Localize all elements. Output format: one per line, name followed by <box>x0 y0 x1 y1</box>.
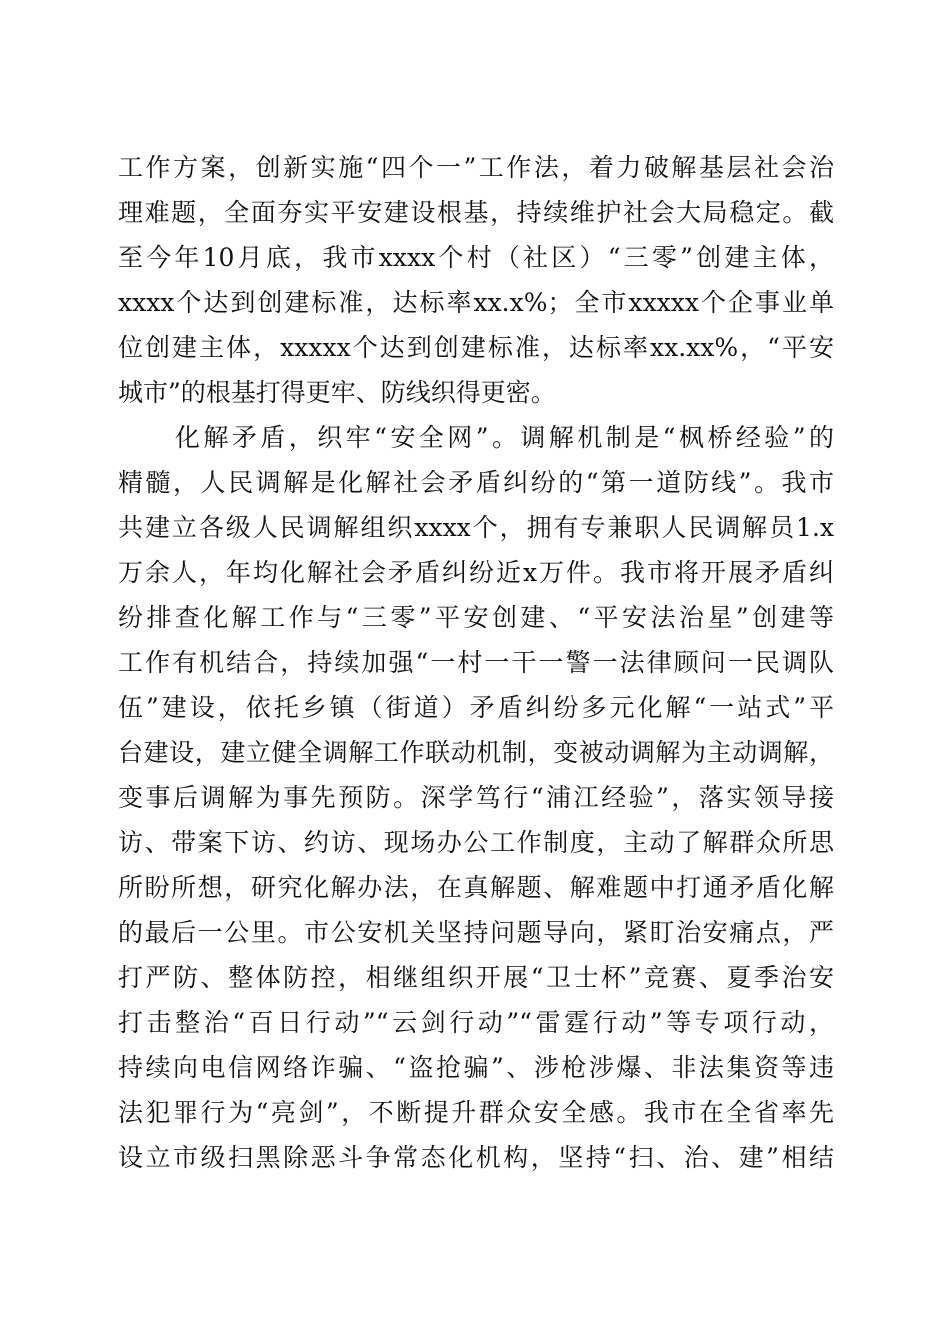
paragraph-1 <box>118 145 834 415</box>
paragraph-line: xxxx个达到创建标准，达标率xx.x%；全市xxxxx个企事业单 <box>118 288 834 317</box>
paragraph-line: 化解矛盾，织牢“安全网”。调解机制是“枫桥经验”的 <box>118 423 834 452</box>
paragraph-line: 台建设，建立健全调解工作联动机制，变被动调解为主动调解， <box>118 738 834 767</box>
paragraph-line: 打击整治“百日行动”“云剑行动”“雷霆行动”等专项行动， <box>118 1008 834 1037</box>
paragraph-line: 伍”建设，依托乡镇（街道）矛盾纠纷多元化解“一站式”平 <box>118 693 834 722</box>
paragraph-2 <box>118 415 834 1180</box>
paragraph-line: 法犯罪行为“亮剑”，不断提升群众安全感。我市在全省率先 <box>118 1098 834 1127</box>
paragraph-line: 工作有机结合，持续加强“一村一干一警一法律顾问一民调队 <box>118 648 834 677</box>
body-text <box>118 145 834 1180</box>
paragraph-line: 打严防、整体防控，相继组织开展“卫士杯”竞赛、夏季治安 <box>118 963 834 992</box>
paragraph-line: 至今年10月底，我市xxxx个村（社区）“三零”创建主体， <box>118 243 834 272</box>
paragraph-line: 城市”的根基打得更牢、防线织得更密。 <box>118 378 556 407</box>
paragraph-line: 访、带案下访、约访、现场办公工作制度，主动了解群众所思 <box>118 828 834 857</box>
paragraph-line: 理难题，全面夯实平安建设根基，持续维护社会大局稳定。截 <box>118 198 834 227</box>
paragraph-line: 共建立各级人民调解组织xxxx个，拥有专兼职人民调解员1.x <box>118 513 834 542</box>
paragraph-line: 万余人，年均化解社会矛盾纠纷近x万件。我市将开展矛盾纠 <box>118 558 834 587</box>
paragraph-line: 位创建主体，xxxxx个达到创建标准，达标率xx.xx%，“平安 <box>118 333 834 362</box>
paragraph-line: 工作方案，创新实施“四个一”工作法，着力破解基层社会治 <box>118 153 834 182</box>
paragraph-line: 纷排查化解工作与“三零”平安创建、“平安法治星”创建等 <box>118 603 834 632</box>
paragraph-line: 精髓，人民调解是化解社会矛盾纠纷的“第一道防线”。我市 <box>118 468 834 497</box>
paragraph-line: 变事后调解为事先预防。深学笃行“浦江经验”，落实领导接 <box>118 783 834 812</box>
paragraph-line: 所盼所想，研究化解办法，在真解题、解难题中打通矛盾化解 <box>118 873 834 902</box>
paragraph-line: 的最后一公里。市公安机关坚持问题导向，紧盯治安痛点，严 <box>118 918 834 947</box>
paragraph-line: 持续向电信网络诈骗、“盗抢骗”、涉枪涉爆、非法集资等违 <box>118 1053 834 1082</box>
paragraph-line: 设立市级扫黑除恶斗争常态化机构，坚持“扫、治、建”相结 <box>118 1143 834 1172</box>
